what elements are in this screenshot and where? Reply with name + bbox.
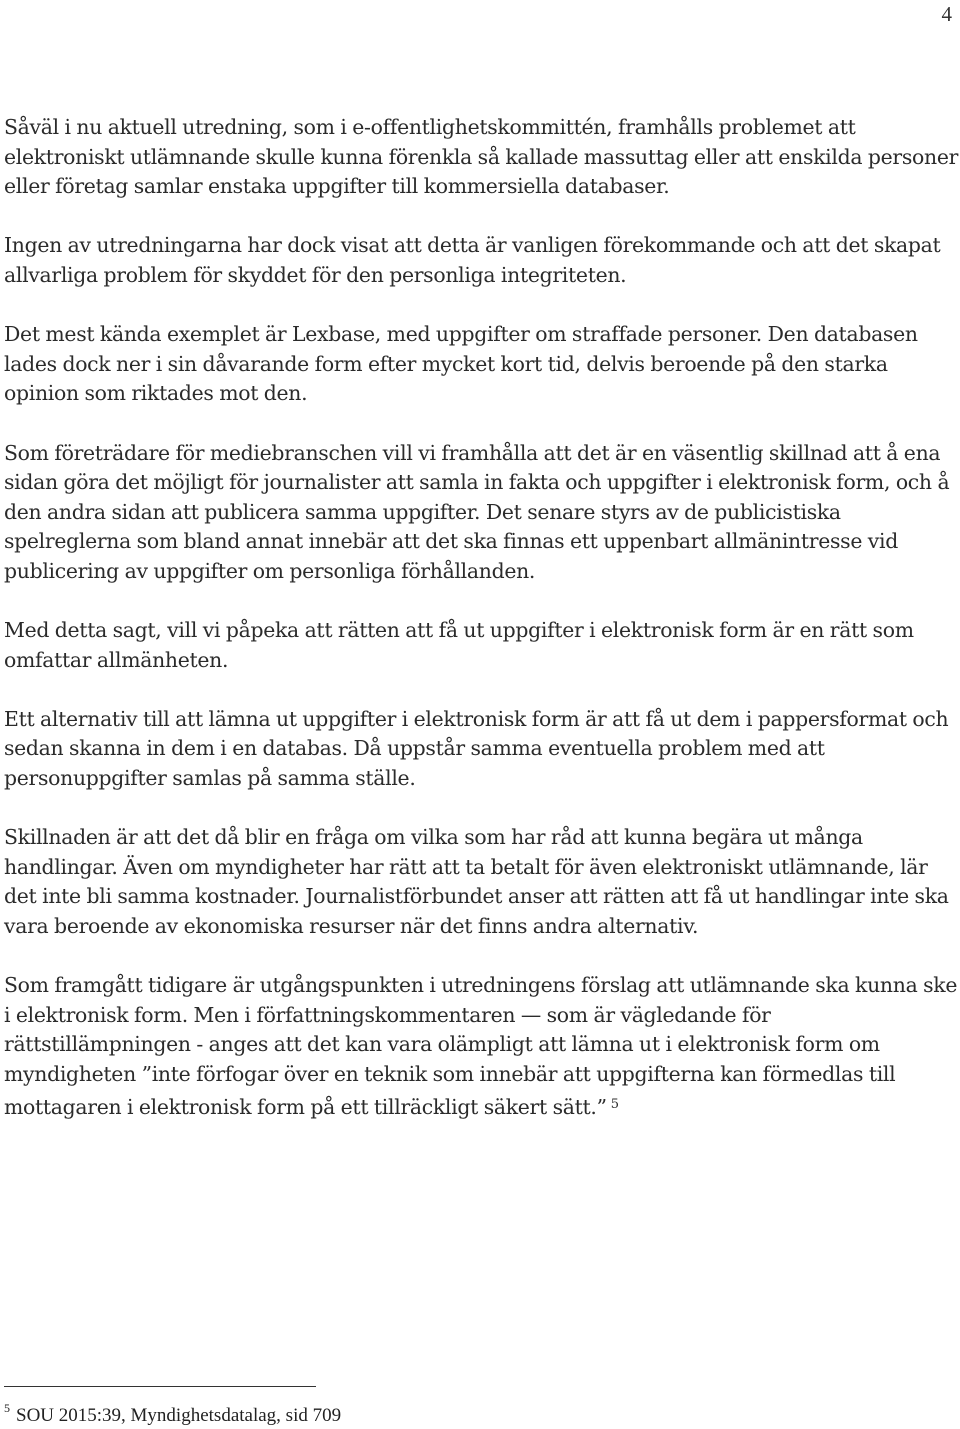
footnote-number: 5: [4, 1401, 10, 1415]
document-body: [4, 113, 960, 1152]
page-number: 4: [941, 2, 952, 26]
footnote-text: SOU 2015:39, Myndighetsdatalag, sid 709: [16, 1405, 342, 1426]
paragraph-text: Som framgått tidigare är utgångspunkten i utredningens förslag att utlämnande ska kunna ske i elektronisk form. Men i författningskommentaren — som är vägledande för rättstillämpningen - anges att det kan vara olämpligt att lämna ut i elektronisk form om myndigheten ”inte förfogar över en teknik som innebär att uppgifterna kan förmedlas till mottagaren i elektronisk form på ett tillräckligt säkert sätt.”: [4, 973, 958, 1119]
footnote: [4, 1395, 341, 1429]
footnote-reference[interactable]: 5: [610, 1096, 619, 1112]
paragraph-with-footnote: [4, 971, 960, 1122]
paragraph: Ett alternativ till att lämna ut uppgifter i elektronisk form är att få ut dem i pappersformat och sedan skanna in dem i en databas. Då uppstår samma eventuella problem med att personuppgifter samlas på samma ställe.: [4, 706, 949, 791]
paragraph: Med detta sagt, vill vi påpeka att rätten att få ut uppgifter i elektronisk form är en rätt som omfattar allmänheten.: [4, 618, 914, 672]
footnote-divider: [4, 1386, 316, 1387]
paragraph: Som företrädare för mediebranschen vill vi framhålla att det är en väsentlig skillnad att å ena sidan göra det möjligt för journalister att samla in fakta och uppgifter i elektronisk form, och å den andra sidan att publicera samma uppgifter. Det senare styrs av de publicistiska spelreglerna som bland annat innebär att det ska finnas ett uppenbart allmänintresse vid publicering av uppgifter om personliga förhållanden.: [4, 440, 950, 583]
paragraph: Skillnaden är att det då blir en fråga om vilka som har råd att kunna begära ut många handlingar. Även om myndigheter har rätt att ta betalt för även elektroniskt utlämnande, lär det inte bli samma kostnader. Journalistförbundet anser att rätten att få ut handlingar inte ska vara beroende av ekonomiska resurser när det finns andra alternativ.: [4, 825, 949, 939]
paragraph: Såväl i nu aktuell utredning, som i e-offentlighetskommittén, framhålls problemet att elektroniskt utlämnande skulle kunna förenkla så kallade massuttag eller att enskilda personer eller företag samlar enstaka uppgifter till kommersiella databaser.: [4, 115, 959, 199]
paragraph: Det mest kända exemplet är Lexbase, med uppgifter om straffade personer. Den databasen lades dock ner i sin dåvarande form efter mycket kort tid, delvis beroende på den starka opinion som riktades mot den.: [4, 322, 918, 406]
paragraph: Ingen av utredningarna har dock visat att detta är vanligen förekommande och att det skapat allvarliga problem för skyddet för den personliga integriteten.: [4, 233, 941, 287]
